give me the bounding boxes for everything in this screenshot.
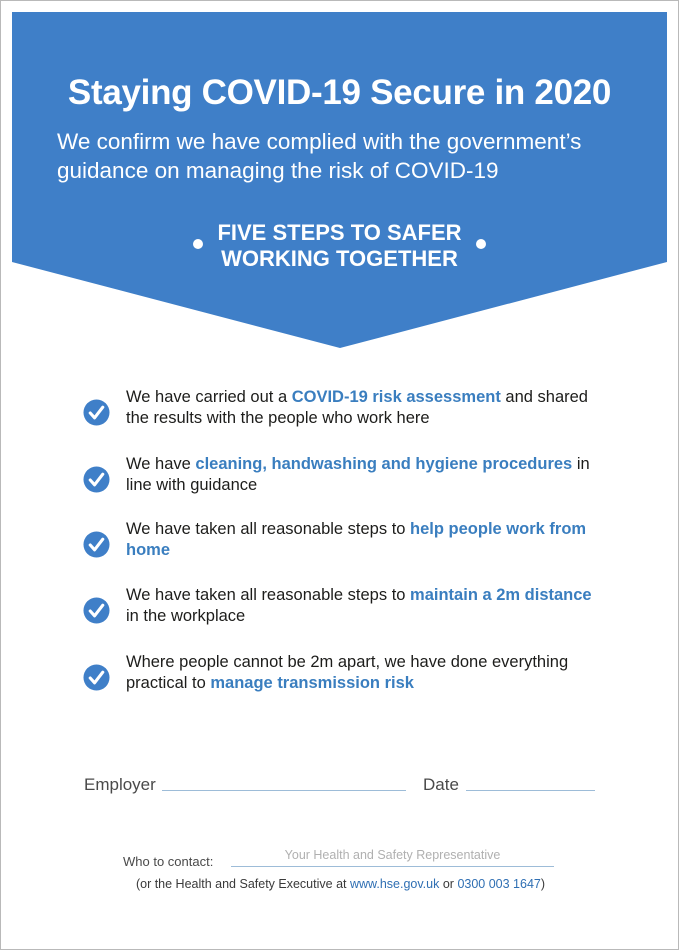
step-highlight: COVID-19 risk assessment — [291, 388, 501, 406]
step-highlight: maintain a 2m distance — [410, 586, 592, 604]
steps-heading-line-1: FIVE STEPS TO SAFER — [217, 220, 462, 245]
steps-heading-line-2: WORKING TOGETHER — [221, 246, 458, 271]
subtitle-line-1: We confirm we have complied with the government’s — [57, 129, 582, 154]
employer-signature-line[interactable] — [162, 790, 406, 791]
step-text: We have taken all reasonable steps to help people work from home — [126, 520, 587, 559]
checkmark-icon — [83, 466, 110, 493]
contact-line[interactable] — [231, 866, 554, 867]
checkmark-icon — [83, 399, 110, 426]
hse-website-link[interactable]: www.hse.gov.uk — [349, 877, 440, 891]
hse-phone-number[interactable]: 0300 003 1647 — [457, 877, 541, 891]
step-text: We have cleaning, handwashing and hygiene procedures in line with guidance — [126, 455, 590, 494]
contact-label: Who to contact: — [123, 854, 214, 869]
hse-footer: (or the Health and Safety Executive at www.hse.gov.uk or 0300 003 1647) — [135, 877, 546, 891]
bullet-dot-left-icon — [193, 239, 203, 249]
checkmark-icon — [83, 531, 110, 558]
step-highlight: manage transmission risk — [210, 674, 414, 692]
checkmark-icon — [83, 664, 110, 691]
subtitle-line-2: guidance on managing the risk of COVID-19 — [57, 158, 499, 183]
step-highlight: help people work from home — [126, 520, 587, 559]
date-label: Date — [423, 775, 459, 794]
step-highlight: cleaning, handwashing and hygiene procedures — [195, 455, 573, 473]
employer-label: Employer — [84, 775, 156, 794]
representative-placeholder: Your Health and Safety Representative — [284, 848, 501, 862]
poster-subtitle — [57, 127, 637, 185]
steps-heading — [1, 220, 678, 272]
date-signature-line[interactable] — [466, 790, 595, 791]
checkmark-icon — [83, 597, 110, 624]
step-text: Where people cannot be 2m apart, we have done everything practical to manage transmission risk — [126, 653, 569, 692]
poster-title: Staying COVID-19 Secure in 2020 — [67, 73, 612, 112]
step-text: We have carried out a COVID-19 risk assessment and shared the results with the people who work here — [126, 388, 588, 427]
step-text: We have taken all reasonable steps to maintain a 2m distance in the workplace — [126, 586, 592, 625]
bullet-dot-right-icon — [476, 239, 486, 249]
